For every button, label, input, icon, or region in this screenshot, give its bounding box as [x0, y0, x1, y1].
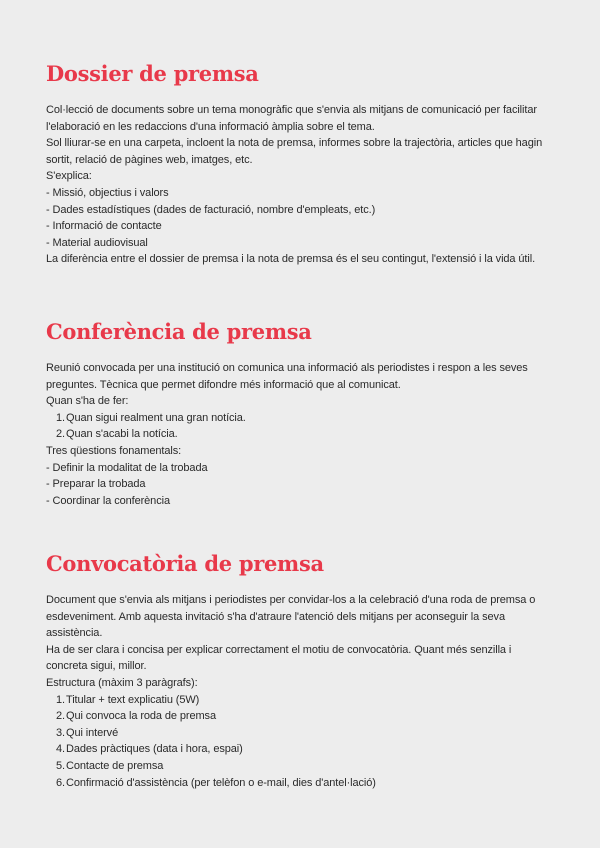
list-item	[46, 692, 552, 709]
list-item	[46, 426, 552, 443]
paragraph: Col·lecció de documents sobre un tema monogràfic que s'envia als mitjans de comunicació per facilitar l'elaboració en les redaccions d'una informació àmplia sobre el tema.	[46, 104, 537, 133]
list-item	[46, 775, 552, 792]
list-text: Contacte de premsa	[66, 759, 164, 772]
paragraph: La diferència entre el dossier de premsa i la nota de premsa és el seu contingut, l'extensió i la vida útil.	[46, 253, 536, 266]
paragraph: Tres qüestions fonamentals:	[46, 444, 182, 457]
section-body	[46, 592, 552, 791]
section-title: Convocatòria de premsa	[46, 551, 324, 576]
list-item: - Preparar la trobada	[46, 478, 146, 491]
paragraph: S'explica:	[46, 170, 92, 183]
section-body	[46, 102, 552, 268]
list-item: - Material audiovisual	[46, 236, 148, 249]
list-number: 2.	[56, 428, 65, 441]
numbered-list	[46, 410, 552, 443]
list-item: - Missió, objectius i valors	[46, 186, 169, 199]
section-convocatoria	[46, 550, 552, 791]
paragraph: Estructura (màxim 3 paràgrafs):	[46, 676, 198, 689]
list-number: 2.	[56, 710, 65, 723]
list-item	[46, 708, 552, 725]
list-text: Qui convoca la roda de premsa	[66, 710, 216, 723]
section-conferencia	[46, 318, 552, 509]
list-text: Titular + text explicatiu (5W)	[66, 693, 200, 706]
list-number: 4.	[56, 743, 65, 756]
list-text: Quan sigui realment una gran notícia.	[66, 411, 246, 424]
section-title: Conferència de premsa	[46, 319, 312, 344]
list-item	[46, 725, 552, 742]
numbered-list	[46, 692, 552, 792]
paragraph: Ha de ser clara i concisa per explicar correctament el motiu de convocatòria. Quant més senzilla i concreta sigui, millor.	[46, 643, 512, 673]
list-text: Quan s'acabi la notícia.	[66, 428, 178, 441]
list-item: - Informació de contacte	[46, 220, 162, 233]
section-dossier	[46, 60, 552, 268]
list-text: Confirmació d'assistència (per telèfon o e-mail, dies d'antel·lació)	[66, 776, 376, 789]
paragraph: Document que s'envia als mitjans i periodistes per convidar-los a la celebració d'una roda de premsa o esdeveniment. Amb aquesta invitació s'ha d'atraure l'atenció dels mitjans per aconseguir la seva assistència.	[46, 594, 536, 640]
list-number: 1.	[56, 693, 65, 706]
list-number: 1.	[56, 411, 65, 424]
list-item: - Definir la modalitat de la trobada	[46, 461, 208, 474]
paragraph: Reunió convocada per una institució on comunica una informació als periodistes i respon a les seves preguntes. Tècnica que permet difondre més informació que al comunicat.	[46, 362, 528, 391]
list-item	[46, 758, 552, 775]
list-item	[46, 741, 552, 758]
section-body	[46, 360, 552, 509]
list-number: 6.	[56, 776, 65, 789]
list-number: 3.	[56, 726, 65, 739]
section-title: Dossier de premsa	[46, 61, 259, 86]
paragraph: Sol lliurar-se en una carpeta, incloent la nota de premsa, informes sobre la trajectòria, articles que hagin sortit, relació de pàgines web, imatges, etc.	[46, 137, 543, 166]
list-item: - Dades estadístiques (dades de facturació, nombre d'empleats, etc.)	[46, 203, 376, 216]
paragraph: Quan s'ha de fer:	[46, 395, 129, 408]
list-item: - Coordinar la conferència	[46, 494, 170, 507]
list-text: Dades pràctiques (data i hora, espai)	[66, 743, 243, 756]
list-text: Qui intervé	[66, 726, 119, 739]
list-number: 5.	[56, 759, 65, 772]
list-item	[46, 410, 552, 427]
